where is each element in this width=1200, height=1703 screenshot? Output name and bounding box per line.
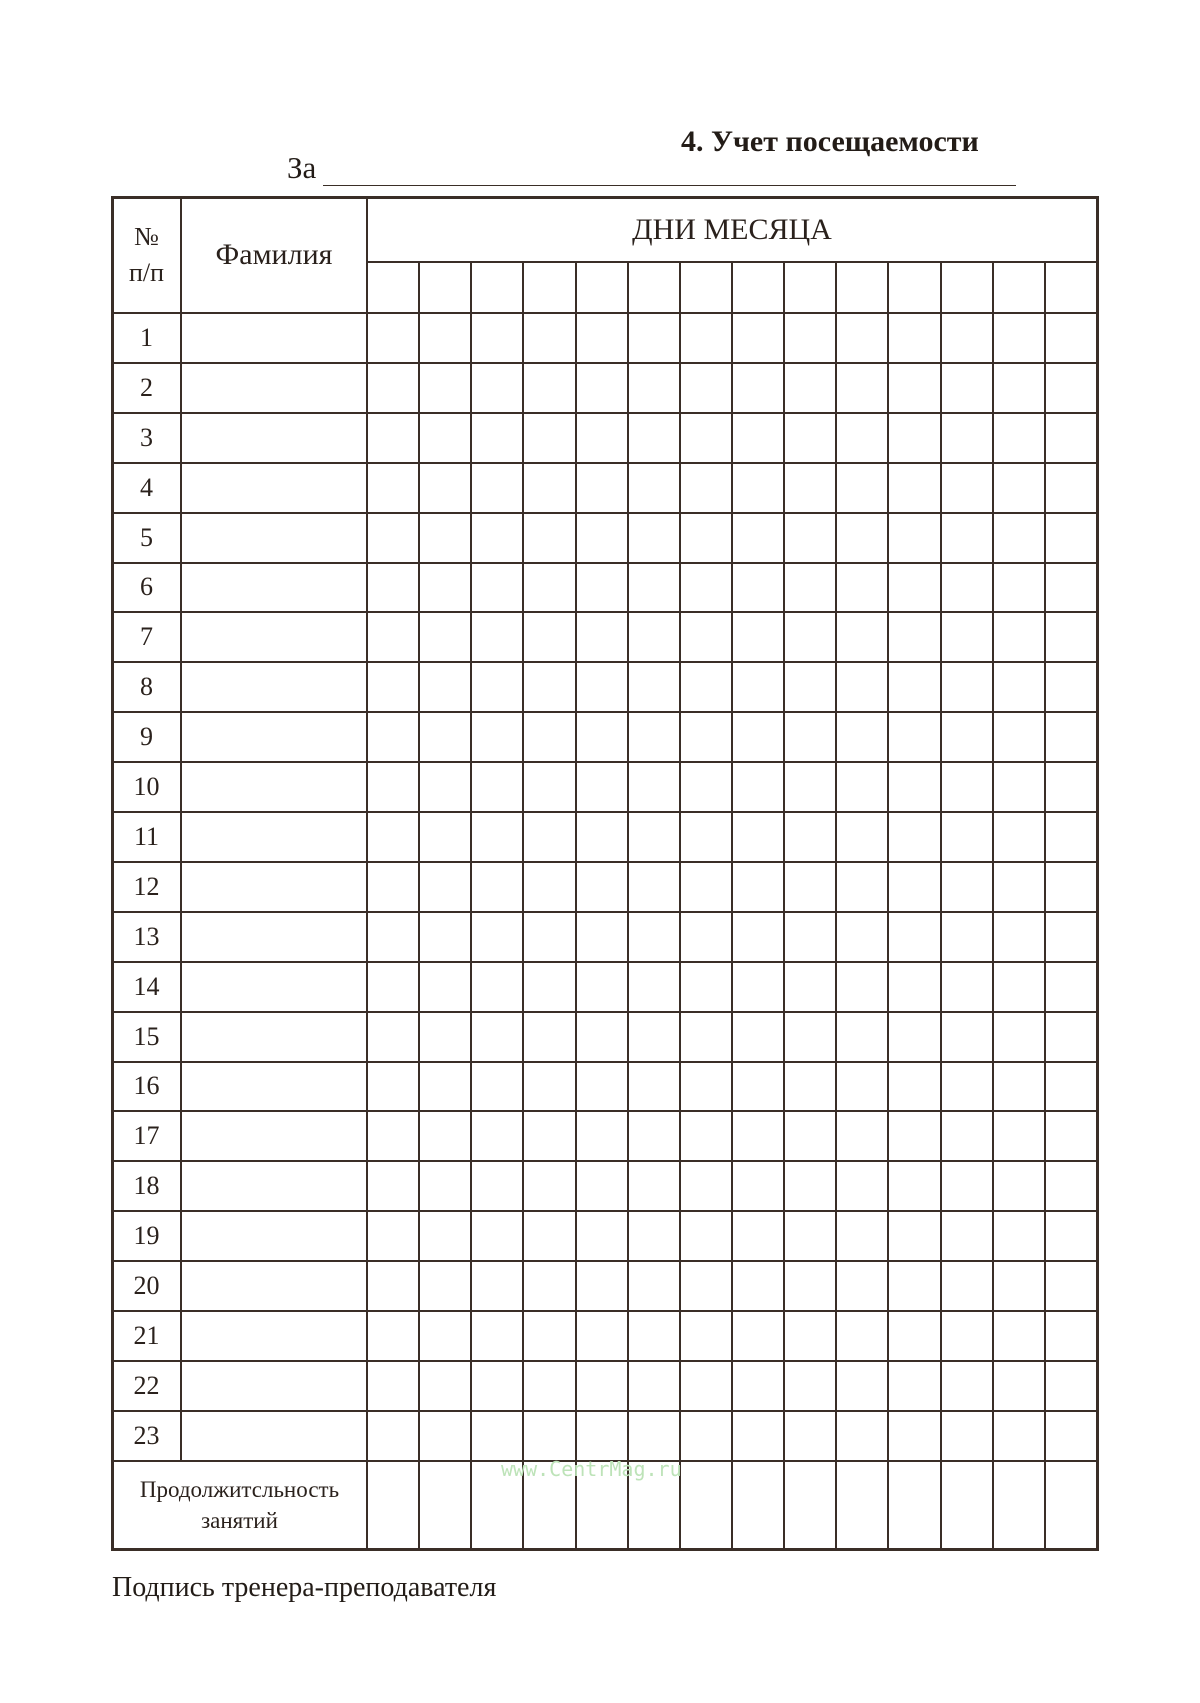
row-number: 6 bbox=[140, 572, 153, 602]
row-divider bbox=[112, 811, 1097, 813]
row-divider bbox=[112, 1260, 1097, 1262]
row-number: 9 bbox=[140, 722, 153, 752]
row-divider bbox=[112, 711, 1097, 713]
row-number: 8 bbox=[140, 672, 153, 702]
day-column-divider bbox=[887, 262, 889, 1549]
row-divider bbox=[112, 1210, 1097, 1212]
table-border bbox=[111, 196, 1099, 1551]
day-column-divider bbox=[522, 262, 524, 1549]
row-divider bbox=[112, 1061, 1097, 1063]
day-column-divider bbox=[470, 262, 472, 1549]
surname-column-divider bbox=[366, 197, 368, 1549]
row-divider bbox=[112, 661, 1097, 663]
row-number: 19 bbox=[133, 1221, 160, 1251]
day-column-divider bbox=[1044, 262, 1046, 1549]
row-number: 18 bbox=[133, 1171, 160, 1201]
row-divider bbox=[112, 462, 1097, 464]
row-number: 16 bbox=[133, 1071, 160, 1101]
period-label: За bbox=[287, 150, 317, 185]
row-divider bbox=[112, 1160, 1097, 1162]
row-divider bbox=[112, 1011, 1097, 1013]
row-number: 7 bbox=[140, 622, 153, 652]
row-number: 23 bbox=[133, 1420, 160, 1450]
day-column-divider bbox=[940, 262, 942, 1549]
row-divider bbox=[112, 362, 1097, 364]
days-of-month-header: ДНИ МЕСЯЦА bbox=[632, 212, 832, 246]
day-column-divider bbox=[783, 262, 785, 1549]
day-column-divider bbox=[679, 262, 681, 1549]
row-divider bbox=[112, 1310, 1097, 1312]
day-column-divider bbox=[835, 262, 837, 1549]
lesson-duration-label-line1: Продолжитсльность bbox=[139, 1476, 340, 1502]
page-title: 4. Учет посещаемости bbox=[681, 125, 979, 158]
row-number: 3 bbox=[140, 422, 153, 452]
row-number: 14 bbox=[133, 971, 160, 1001]
day-column-divider bbox=[418, 262, 420, 1549]
day-column-divider bbox=[731, 262, 733, 1549]
watermark: www.CentrMag.ru bbox=[501, 1457, 682, 1481]
row-number: 4 bbox=[140, 472, 153, 502]
row-number: 21 bbox=[133, 1320, 160, 1350]
row-divider bbox=[112, 412, 1097, 414]
row-number: 10 bbox=[133, 772, 160, 802]
period-fill-line bbox=[323, 185, 1016, 186]
row-divider bbox=[112, 1410, 1097, 1412]
row-number: 15 bbox=[133, 1021, 160, 1051]
row-number: 22 bbox=[133, 1370, 160, 1400]
row-number: 1 bbox=[140, 322, 153, 352]
number-abbr: п/п bbox=[128, 258, 165, 287]
row-divider bbox=[112, 761, 1097, 763]
row-divider bbox=[112, 911, 1097, 913]
day-column-divider bbox=[627, 262, 629, 1549]
number-sign: № bbox=[134, 222, 159, 251]
row-number: 11 bbox=[133, 821, 160, 851]
day-column-divider bbox=[992, 262, 994, 1549]
row-number: 20 bbox=[133, 1271, 160, 1301]
surname-column-header: Фамилия bbox=[215, 238, 333, 271]
row-divider bbox=[112, 961, 1097, 963]
header-bottom-divider bbox=[112, 312, 1097, 314]
row-divider bbox=[112, 861, 1097, 863]
days-header-divider bbox=[367, 261, 1097, 263]
lesson-duration-label-line2: занятий bbox=[201, 1507, 278, 1533]
trainer-signature-label: Подпись тренера-преподавателя bbox=[112, 1572, 497, 1603]
day-column-divider bbox=[575, 262, 577, 1549]
row-number: 5 bbox=[140, 522, 153, 552]
row-number: 17 bbox=[133, 1121, 160, 1151]
row-divider bbox=[112, 611, 1097, 613]
row-number: 13 bbox=[133, 921, 160, 951]
row-divider bbox=[112, 1360, 1097, 1362]
row-number: 12 bbox=[133, 871, 160, 901]
row-divider bbox=[112, 1110, 1097, 1112]
row-divider bbox=[112, 512, 1097, 514]
row-number: 2 bbox=[140, 372, 153, 402]
row-divider bbox=[112, 562, 1097, 564]
